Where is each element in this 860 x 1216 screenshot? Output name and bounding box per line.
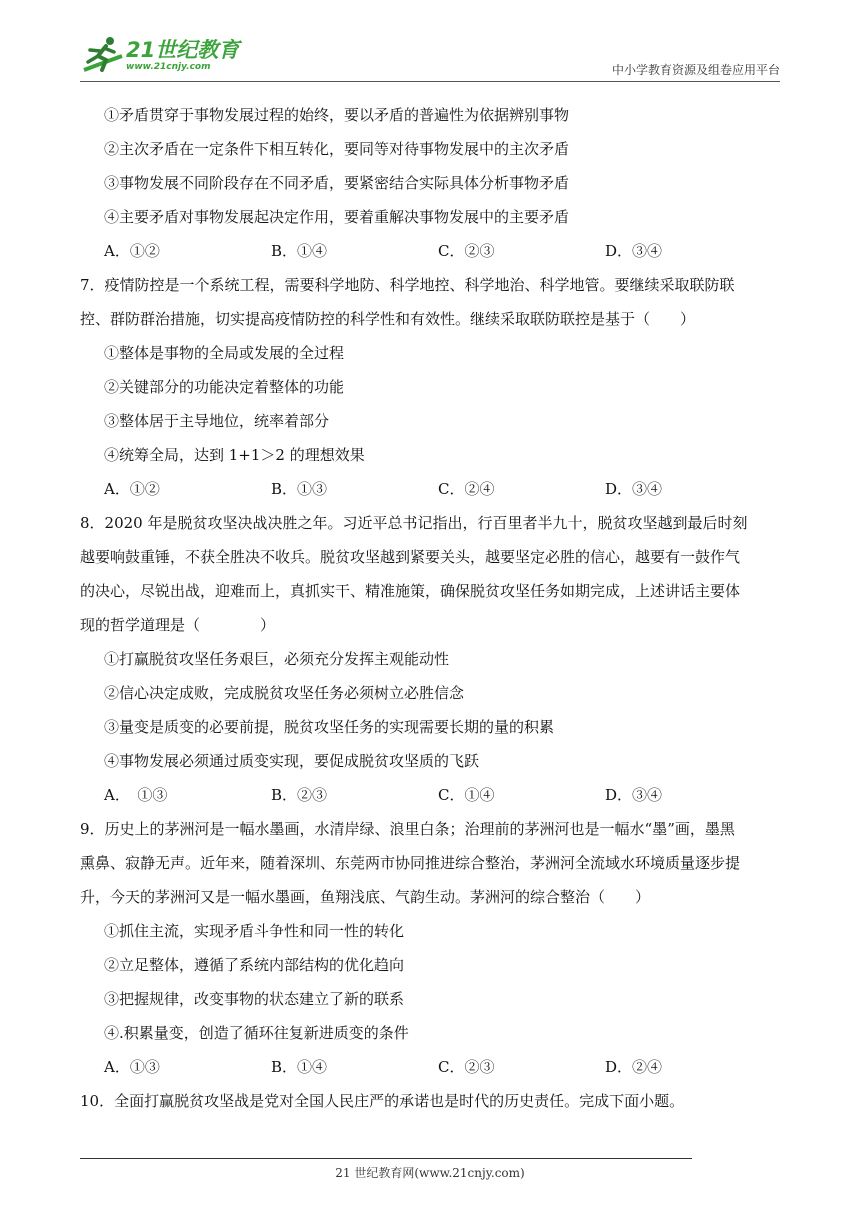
- runner-icon: [80, 34, 126, 78]
- q8-option: ①打赢脱贫攻坚任务艰巨，必须充分发挥主观能动性: [104, 650, 450, 668]
- choice-b: B．①④: [271, 1058, 328, 1076]
- choice-c: C．①④: [438, 786, 495, 804]
- q8-stem: 越要响鼓重锤，不获全胜决不收兵。脱贫攻坚越到紧要关头，越要坚定必胜的信心，越要有一鼓作气: [80, 548, 741, 566]
- q7-stem: 控、群防群治措施，切实提高疫情防控的科学性和有效性。继续采取联防联控是基于（ ）: [80, 310, 696, 328]
- logo-text: 21世纪教育: [126, 38, 240, 62]
- q8-stem: 8．2020 年是脱贫攻坚决战决胜之年。习近平总书记指出，行百里者半九十，脱贫攻坚越到最后时刻: [80, 514, 748, 532]
- choice-c: C．②④: [438, 480, 495, 498]
- q7-option: ①整体是事物的全局或发展的全过程: [104, 344, 345, 362]
- question-content: [80, 98, 780, 1118]
- choice-b: B．①③: [271, 480, 328, 498]
- choice-d: D．②④: [605, 1058, 663, 1076]
- choice-a: A．①②: [104, 242, 160, 260]
- footer-divider: [80, 1158, 692, 1159]
- q9-option: ①抓住主流，实现矛盾斗争性和同一性的转化: [104, 922, 405, 940]
- choice-d: D．③④: [605, 480, 663, 498]
- logo-url: www.21cnjy.com: [126, 62, 211, 72]
- q9-stem: 9．历史上的茅洲河是一幅水墨画，水清岸绿、浪里白条；治理前的茅洲河也是一幅水“墨”画，墨黑: [80, 820, 735, 838]
- q8-stem: 的决心，尽锐出战，迎难而上，真抓实干、精准施策，确保脱贫攻坚任务如期完成，上述讲话主要体: [80, 582, 741, 600]
- choice-c: C．②③: [438, 242, 495, 260]
- q9-stem: 熏鼻、寂静无声。近年来，随着深圳、东莞两市协同推进综合整治，茅洲河全流域水环境质量逐步提: [80, 854, 741, 872]
- q8-choices: [80, 778, 780, 812]
- q8-option: ④事物发展必须通过质变实现，要促成脱贫攻坚质的飞跃: [104, 752, 480, 770]
- choice-a: A．①②: [104, 480, 160, 498]
- site-logo[interactable]: [80, 34, 250, 78]
- q7-stem: 7．疫情防控是一个系统工程，需要科学地防、科学地控、科学地治、科学地管。要继续采取联防联: [80, 276, 735, 294]
- q7-option: ③整体居于主导地位，统率着部分: [104, 412, 330, 430]
- platform-name: 中小学教育资源及组卷应用平台: [611, 63, 780, 77]
- choice-d: D．③④: [605, 786, 663, 804]
- q6-option: ④主要矛盾对事物发展起决定作用，要着重解决事物发展中的主要矛盾: [104, 208, 570, 226]
- q9-option: ②立足整体，遵循了系统内部结构的优化趋向: [104, 956, 405, 974]
- q7-option: ④统筹全局，达到 1+1＞2 的理想效果: [104, 446, 365, 464]
- q7-choices: [80, 472, 780, 506]
- choice-a: A． ①③: [104, 786, 168, 804]
- choice-b: B．②③: [271, 786, 328, 804]
- q8-stem: 现的哲学道理是（ ）: [80, 616, 276, 634]
- q9-choices: [80, 1050, 780, 1084]
- choice-d: D．③④: [605, 242, 663, 260]
- q6-option: ③事物发展不同阶段存在不同矛盾，要紧密结合实际具体分析事物矛盾: [104, 174, 570, 192]
- q9-stem: 升，今天的茅洲河又是一幅水墨画，鱼翔浅底、气韵生动。茅洲河的综合整治（ ）: [80, 888, 651, 906]
- q10-stem: 10．全面打赢脱贫攻坚战是党对全国人民庄严的承诺也是时代的历史责任。完成下面小题。: [80, 1092, 685, 1110]
- q9-option: ④.积累量变，创造了循环往复新进质变的条件: [104, 1024, 409, 1042]
- q8-option: ③量变是质变的必要前提，脱贫攻坚任务的实现需要长期的量的积累: [104, 718, 555, 736]
- q9-option: ③把握规律，改变事物的状态建立了新的联系: [104, 990, 405, 1008]
- q6-option: ②主次矛盾在一定条件下相互转化，要同等对待事物发展中的主次矛盾: [104, 140, 570, 158]
- header-divider: [80, 81, 780, 82]
- choice-a: A．①③: [104, 1058, 160, 1076]
- page-footer[interactable]: 21 世纪教育网(www.21cnjy.com): [335, 1166, 525, 1180]
- q6-choices: [80, 234, 780, 268]
- q7-option: ②关键部分的功能决定着整体的功能: [104, 378, 345, 396]
- page-header: [80, 28, 780, 82]
- choice-b: B．①④: [271, 242, 328, 260]
- q8-option: ②信心决定成败，完成脱贫攻坚任务必须树立必胜信念: [104, 684, 465, 702]
- choice-c: C．②③: [438, 1058, 495, 1076]
- q6-option: ①矛盾贯穿于事物发展过程的始终，要以矛盾的普遍性为依据辨别事物: [104, 106, 570, 124]
